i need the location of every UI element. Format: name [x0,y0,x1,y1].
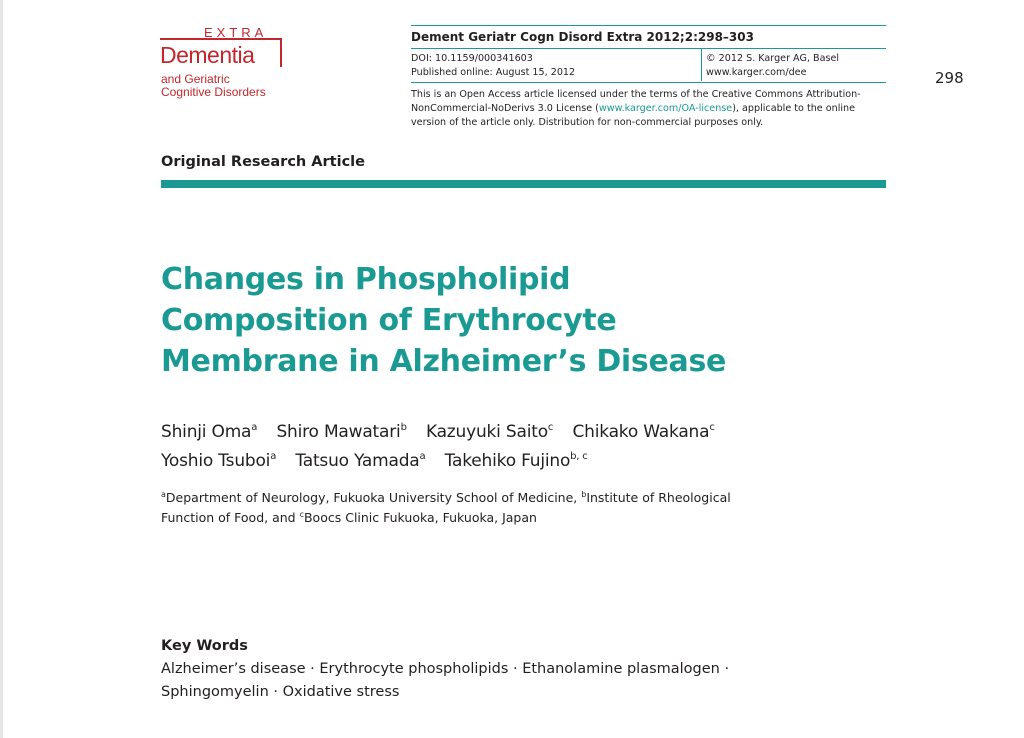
copyright-text: © 2012 S. Karger AG, Basel [706,53,840,64]
affiliation-mark: b [581,490,587,499]
author-name: Shiro Mawatari [276,422,401,442]
author-affiliation-mark: a [419,451,426,462]
license-text-b: ), applicable to the online [732,103,856,114]
author [161,451,276,471]
affiliation-mark: c [299,510,304,519]
authors-line-1 [161,422,729,442]
author [445,451,588,471]
license-link[interactable]: www.karger.com/OA-license [598,103,733,114]
author-affiliation-mark: b, c [570,451,588,462]
author-name: Kazuyuki Saito [425,422,548,442]
title-line: Changes in Phospholipid [161,262,571,297]
author-name: Shinji Oma [161,422,252,442]
header-divider [701,49,702,81]
keywords-line-2: Sphingomyelin · Oxidative stress [161,684,400,700]
author [572,422,714,442]
article-type: Original Research Article [161,154,365,170]
author-name: Tatsuo Yamada [295,451,420,471]
title-line: Membrane in Alzheimer’s Disease [161,344,727,379]
published-date: Published online: August 15, 2012 [411,67,576,78]
doi-text: DOI: 10.1159/000341603 [411,53,533,64]
title-line: Composition of Erythrocyte [161,303,617,338]
affiliations [161,488,801,528]
logo-sub-line1: and Geriatric [161,72,230,86]
affiliation-a: Department of Neurology, Fukuoka University School of Medicine, [165,490,582,505]
header-rule-2 [411,48,886,49]
affiliation-mark: a [161,490,166,499]
page-edge-shadow [0,0,3,738]
website-link[interactable]: www.karger.com/dee [706,67,807,78]
author [161,422,257,442]
header-rule-top [411,25,886,26]
author-name: Takehiko Fujino [444,451,571,471]
affiliation-c: Boocs Clinic Fukuoka, Fukuoka, Japan [303,510,537,525]
license-line1: This is an Open Access article licensed under the terms of the Creative Commons Attribution- [411,89,861,100]
author-affiliation-mark: c [547,422,554,433]
affiliation-line-2 [161,508,801,528]
author-name: Yoshio Tsuboi [161,451,271,471]
logo-sub-line2: Cognitive Disorders [161,85,266,99]
logo-extra-text: EXTRA [204,25,268,40]
section-bar [161,180,886,188]
affiliation-b: Institute of Rheological [586,490,731,505]
author-affiliation-mark: a [270,451,277,462]
license-line2 [411,102,855,115]
license-line3: version of the article only. Distribution for non-commercial purposes only. [411,117,764,128]
header-rule-3 [411,82,886,83]
affiliation-line-1 [161,488,801,508]
author-affiliation-mark: a [251,422,258,433]
author-name: Chikako Wakana [572,422,710,442]
logo-dementia-text: Dementia [160,42,255,68]
author-affiliation-mark: b [400,422,407,433]
article-title [161,259,801,382]
keywords-heading: Key Words [161,638,248,654]
affiliation-b-cont: Function of Food, and [161,510,300,525]
authors-line-2 [161,451,602,471]
license-text-a: NonCommercial-NoDerivs 3.0 License ( [411,103,599,114]
page-number: 298 [935,69,964,87]
citation-text: Dement Geriatr Cogn Disord Extra 2012;2:298–303 [411,30,754,44]
keywords-line-1: Alzheimer’s disease · Erythrocyte phospholipids · Ethanolamine plasmalogen · [161,661,730,677]
author-affiliation-mark: c [709,422,715,433]
author [276,422,406,442]
author [295,451,425,471]
author [426,422,553,442]
